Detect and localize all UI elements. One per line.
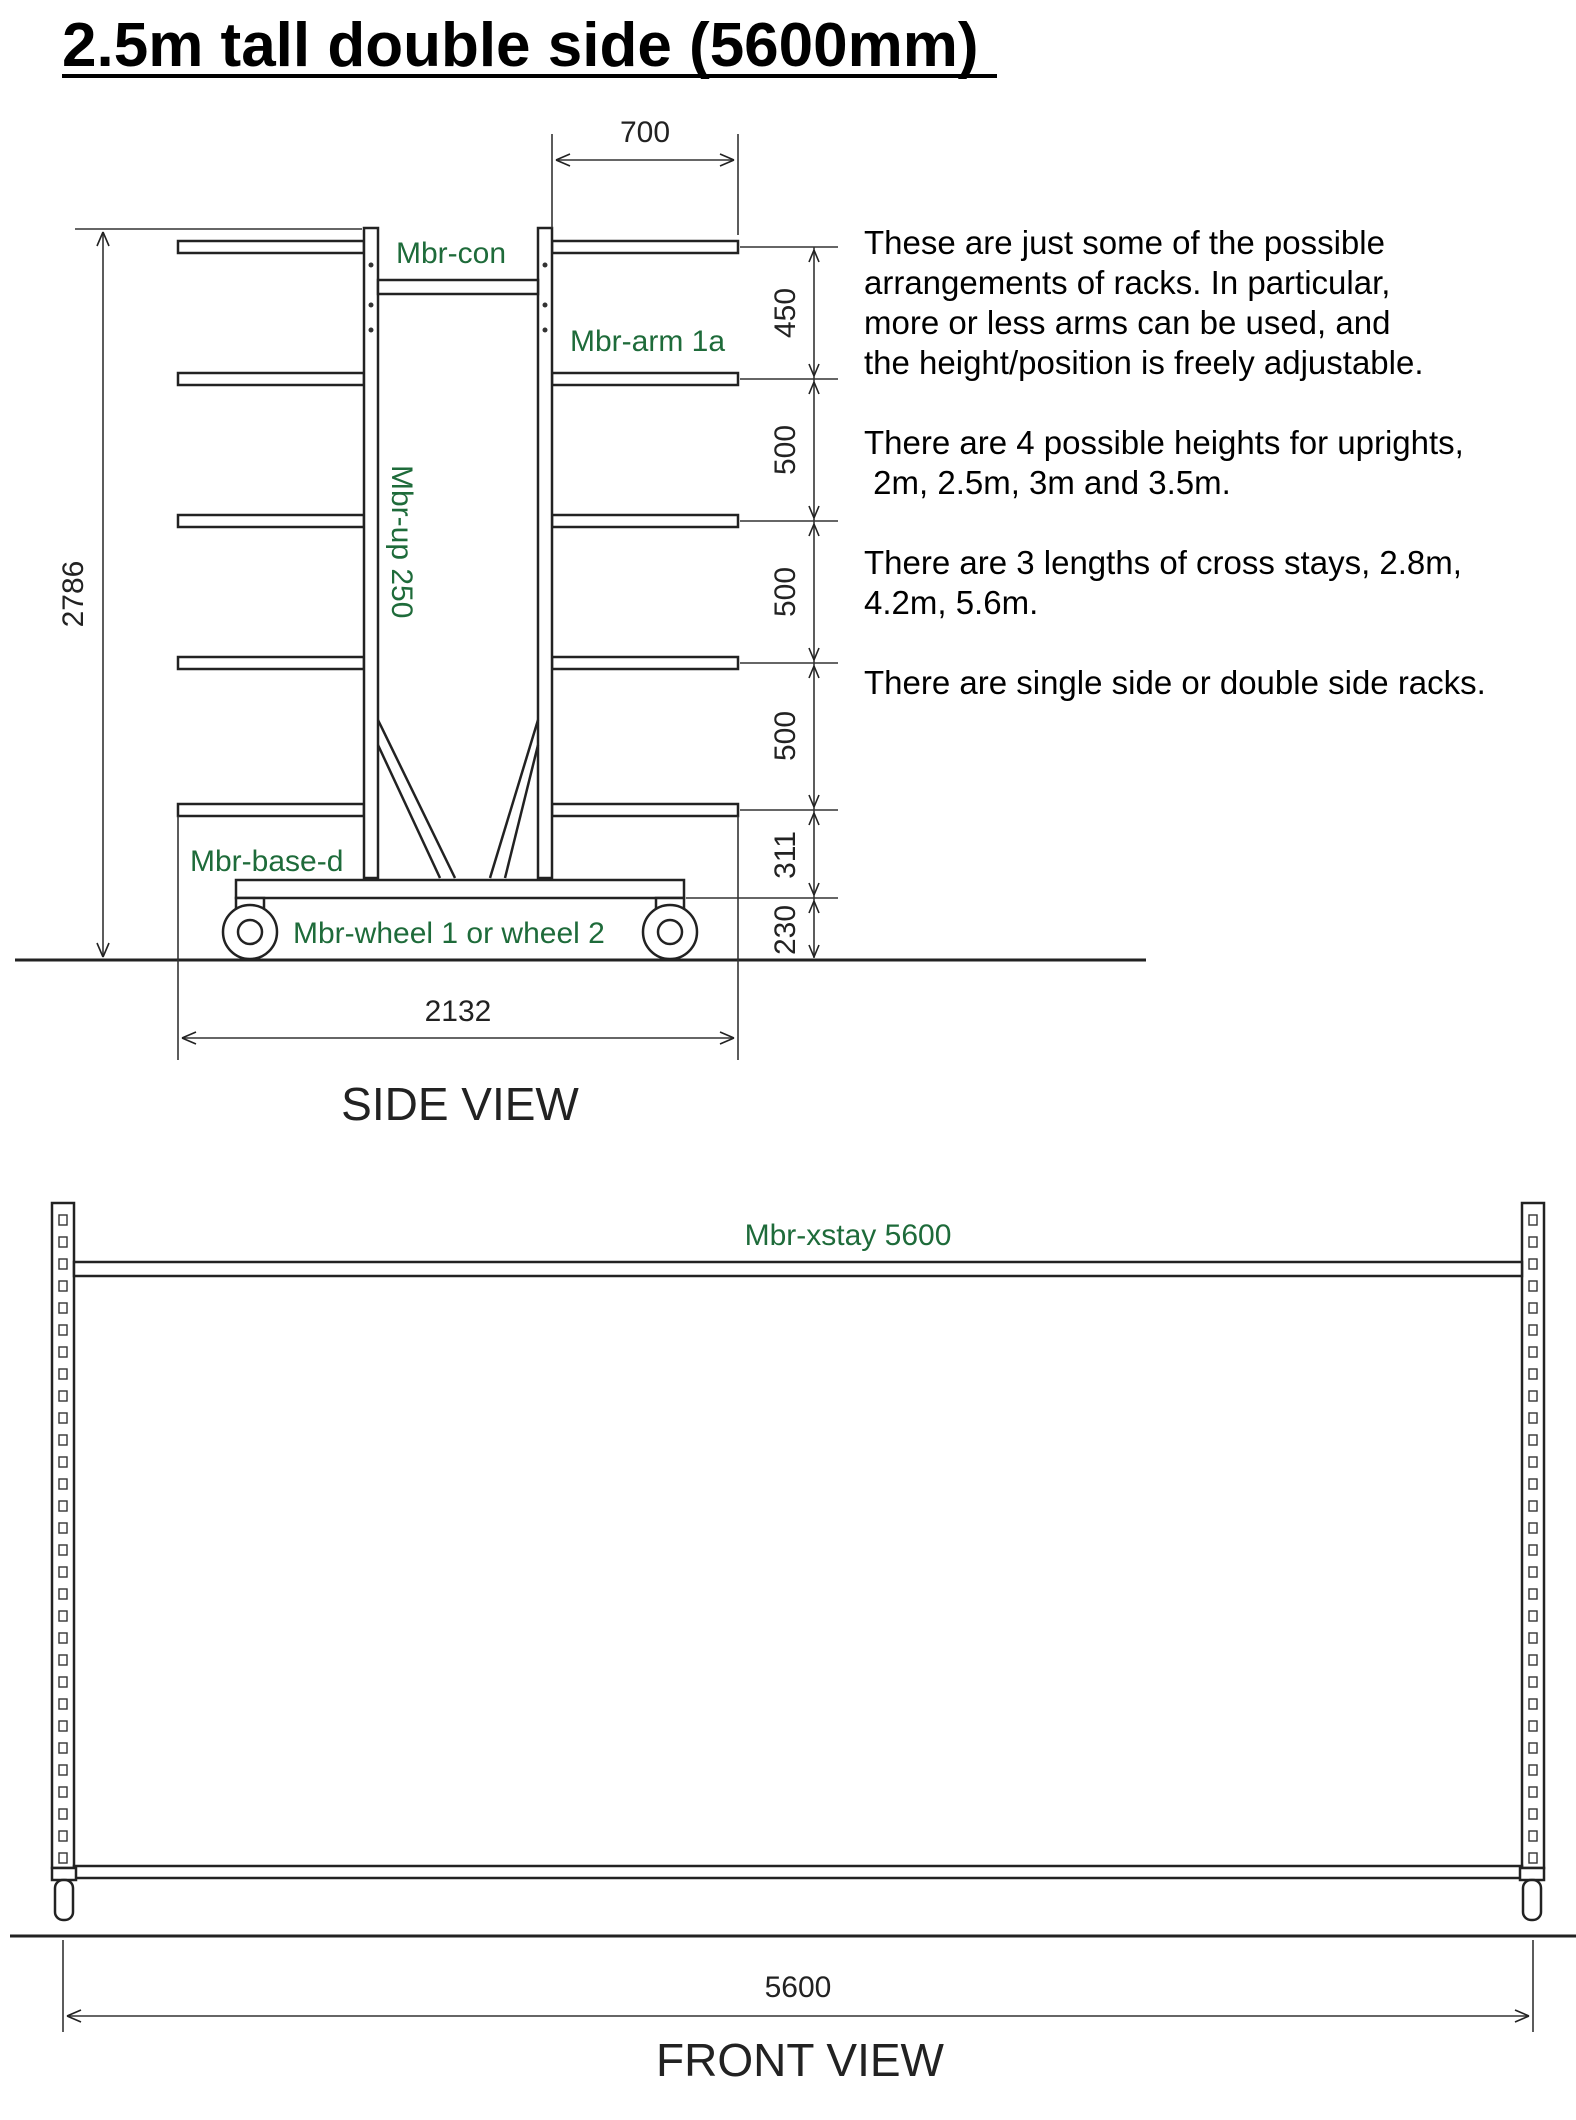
upright-hole — [1529, 1501, 1537, 1511]
upright-hole — [59, 1743, 67, 1753]
right-arm-2 — [552, 373, 738, 385]
left-arm-3 — [178, 515, 364, 527]
svg-text:5600: 5600 — [764, 1971, 832, 2004]
label-upright: Mbr-up 250 — [385, 465, 418, 619]
left-wheel — [223, 898, 277, 959]
upright-hole — [1529, 1743, 1537, 1753]
note-line: 4.2m, 5.6m. — [864, 584, 1039, 621]
upright-hole — [1529, 1347, 1537, 1357]
note-line: There are 3 lengths of cross stays, 2.8m, — [864, 544, 1462, 581]
note-line: There are single side or double side racks. — [864, 664, 1486, 701]
right-arm-1 — [552, 241, 738, 253]
left-arms — [178, 241, 364, 816]
upright-hole — [59, 1611, 67, 1621]
upright-hole — [1529, 1611, 1537, 1621]
svg-text:450: 450 — [769, 287, 802, 339]
upright-hole — [59, 1831, 67, 1841]
upright-hole — [59, 1699, 67, 1709]
upright-hole — [1529, 1545, 1537, 1555]
upright-hole — [1529, 1281, 1537, 1291]
upright-hole — [59, 1457, 67, 1467]
svg-text:500: 500 — [769, 424, 802, 476]
upright-hole — [59, 1721, 67, 1731]
notes-block — [864, 224, 1486, 701]
front-left-wheel — [52, 1868, 76, 1920]
front-view — [10, 1203, 1576, 2086]
top-connector — [378, 280, 538, 294]
svg-text:2132: 2132 — [424, 995, 492, 1028]
upright-hole — [59, 1325, 67, 1335]
upright-hole — [59, 1523, 67, 1533]
note-line: the height/position is freely adjustable. — [864, 344, 1424, 381]
upright-hole — [1529, 1633, 1537, 1643]
svg-text:311: 311 — [769, 831, 802, 879]
upright-hole — [59, 1787, 67, 1797]
side-view-caption: SIDE VIEW — [341, 1078, 579, 1130]
upright-hole — [59, 1677, 67, 1687]
svg-text:500: 500 — [769, 710, 802, 762]
upright-hole — [1529, 1259, 1537, 1269]
svg-text:2786: 2786 — [57, 560, 90, 628]
label-connector: Mbr-con — [396, 237, 507, 270]
upright-hole — [1529, 1765, 1537, 1775]
svg-text:500: 500 — [769, 566, 802, 618]
upright-hole — [1529, 1567, 1537, 1577]
note-line: arrangements of racks. In particular, — [864, 264, 1391, 301]
label-arm: Mbr-arm 1a — [570, 325, 726, 358]
left-arm-2 — [178, 373, 364, 385]
right-arm-4 — [552, 657, 738, 669]
upright-hole — [59, 1281, 67, 1291]
upright-hole — [1529, 1523, 1537, 1533]
upright-hole — [1529, 1677, 1537, 1687]
left-arm-5 — [178, 804, 364, 816]
left-upright — [364, 228, 378, 878]
upright-hole — [59, 1655, 67, 1665]
right-wheel — [643, 898, 697, 959]
left-arm-4 — [178, 657, 364, 669]
upright-hole — [1529, 1435, 1537, 1445]
svg-text:700: 700 — [619, 116, 671, 149]
upright-hole-pattern — [59, 1215, 1537, 1863]
upright-hole — [59, 1413, 67, 1423]
right-arm-5 — [552, 804, 738, 816]
upright-hole — [1529, 1413, 1537, 1423]
upright-hole — [1529, 1391, 1537, 1401]
left-brace-b — [378, 745, 440, 878]
upright-hole — [1529, 1237, 1537, 1247]
note-line: 2m, 2.5m, 3m and 3.5m. — [864, 464, 1231, 501]
right-upright — [538, 228, 552, 878]
upright-hole — [1529, 1215, 1537, 1225]
upright-hole — [1529, 1853, 1537, 1863]
upright-hole — [1529, 1457, 1537, 1467]
note-line: more or less arms can be used, and — [864, 304, 1391, 341]
label-base: Mbr-base-d — [190, 845, 344, 878]
upright-hole — [1529, 1325, 1537, 1335]
base-frame — [236, 880, 684, 898]
upright-holes — [369, 263, 548, 333]
right-arm-3 — [552, 515, 738, 527]
upright-hole — [59, 1853, 67, 1863]
upright-hole — [1529, 1721, 1537, 1731]
upright-hole — [59, 1589, 67, 1599]
upright-hole — [59, 1303, 67, 1313]
bottom-cross-stay — [74, 1866, 1522, 1878]
upright-hole — [59, 1237, 67, 1247]
upright-hole — [1529, 1655, 1537, 1665]
front-right-wheel — [1520, 1868, 1544, 1920]
front-view-caption: FRONT VIEW — [656, 2034, 944, 2086]
upright-hole — [59, 1567, 67, 1577]
upright-hole — [59, 1369, 67, 1379]
note-line: There are 4 possible heights for uprights, — [864, 424, 1464, 461]
upright-hole — [59, 1809, 67, 1819]
upright-hole — [1529, 1589, 1537, 1599]
upright-hole — [59, 1545, 67, 1555]
upright-hole — [1529, 1479, 1537, 1489]
upright-hole — [1529, 1699, 1537, 1709]
dim-arm-length — [552, 116, 738, 235]
upright-hole — [59, 1435, 67, 1445]
upright-hole — [59, 1347, 67, 1357]
upright-hole — [59, 1479, 67, 1489]
upright-hole — [59, 1501, 67, 1511]
label-wheel: Mbr-wheel 1 or wheel 2 — [293, 917, 605, 950]
upright-hole — [1529, 1831, 1537, 1841]
svg-text:230: 230 — [769, 904, 802, 956]
left-arm-1 — [178, 241, 364, 253]
label-cross-stay: Mbr-xstay 5600 — [744, 1219, 952, 1252]
upright-hole — [59, 1259, 67, 1269]
upright-hole — [59, 1391, 67, 1401]
upright-hole — [1529, 1787, 1537, 1797]
upright-hole — [59, 1215, 67, 1225]
dim-front-length — [63, 1940, 1533, 2032]
upright-hole — [1529, 1303, 1537, 1313]
right-brace-a — [490, 720, 538, 878]
page-title: 2.5m tall double side (5600mm) — [62, 11, 979, 80]
upright-hole — [1529, 1369, 1537, 1379]
left-brace-a — [378, 720, 455, 878]
upright-hole — [59, 1633, 67, 1643]
upright-hole — [1529, 1809, 1537, 1819]
upright-hole — [59, 1765, 67, 1775]
top-cross-stay — [74, 1262, 1522, 1276]
note-line: These are just some of the possible — [864, 224, 1385, 261]
